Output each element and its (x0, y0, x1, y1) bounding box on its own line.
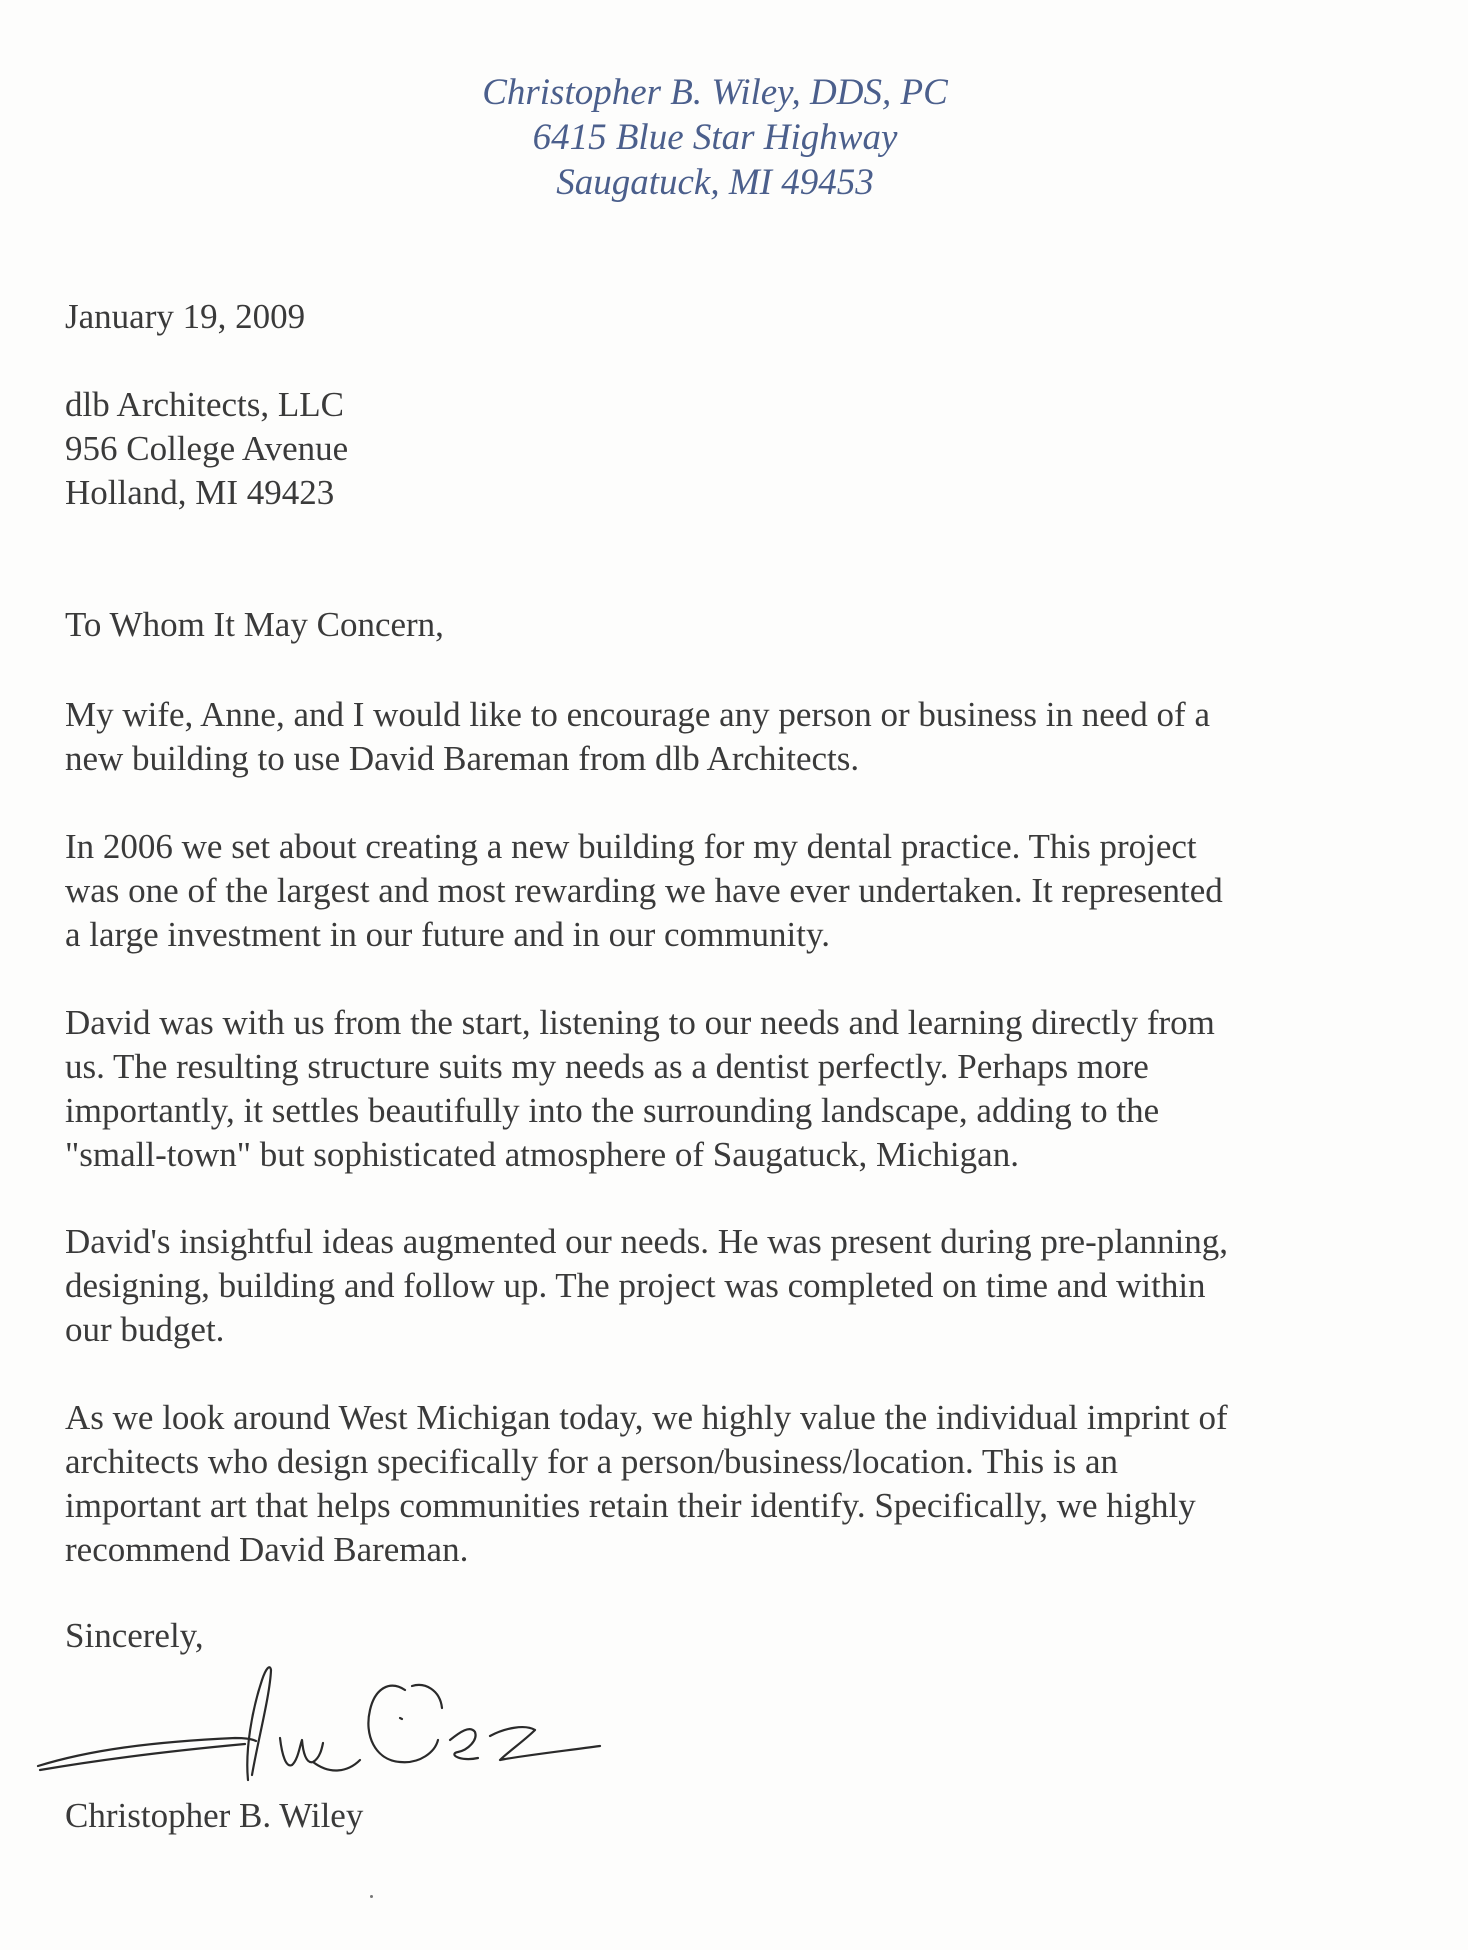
paragraph-line: recommend David Bareman. (65, 1530, 469, 1569)
paragraph-3 (65, 1001, 1435, 1177)
closing: Sincerely, (65, 1616, 204, 1655)
paragraph-1 (65, 693, 1435, 781)
recipient-company: dlb Architects, LLC (65, 385, 344, 424)
letterhead-name: Christopher B. Wiley, DDS, PC (482, 72, 948, 113)
paragraph-line: our budget. (65, 1310, 225, 1349)
letterhead-street: 6415 Blue Star Highway (532, 117, 898, 158)
paragraph-2 (65, 825, 1435, 957)
paragraph-4 (65, 1220, 1435, 1352)
paragraph-line: was one of the largest and most rewarding we have ever undertaken. It represented (65, 871, 1223, 910)
paragraph-line: My wife, Anne, and I would like to encourage any person or business in need of a (65, 695, 1210, 734)
paragraph-5 (65, 1396, 1435, 1572)
paragraph-line: new building to use David Bareman from dlb Architects. (65, 739, 860, 778)
recipient-address (65, 383, 348, 515)
recipient-street: 956 College Avenue (65, 429, 349, 468)
paragraph-line: David's insightful ideas augmented our needs. He was present during pre-planning, (65, 1222, 1228, 1261)
recipient-city: Holland, MI 49423 (65, 473, 335, 512)
signer-name: Christopher B. Wiley (65, 1796, 364, 1835)
letter-date: January 19, 2009 (65, 297, 306, 336)
letterhead-city: Saugatuck, MI 49453 (556, 162, 874, 203)
paper-speck (370, 1895, 373, 1898)
paragraph-line: us. The resulting structure suits my needs as a dentist perfectly. Perhaps more (65, 1047, 1149, 1086)
paragraph-line: David was with us from the start, listening to our needs and learning directly from (65, 1003, 1215, 1042)
paragraph-line: important art that helps communities retain their identify. Specifically, we highly (65, 1486, 1196, 1525)
paragraph-line: "small-town" but sophisticated atmosphere of Saugatuck, Michigan. (65, 1135, 1019, 1174)
handwritten-signature (30, 1640, 620, 1790)
paragraph-line: a large investment in our future and in our community. (65, 915, 830, 954)
paragraph-line: architects who design specifically for a person/business/location. This is an (65, 1442, 1118, 1481)
salutation: To Whom It May Concern, (65, 605, 444, 644)
paragraph-line: importantly, it settles beautifully into the surrounding landscape, adding to the (65, 1091, 1160, 1130)
letterhead (0, 70, 1430, 205)
paragraph-line: As we look around West Michigan today, we highly value the individual imprint of (65, 1398, 1228, 1437)
paragraph-line: designing, building and follow up. The project was completed on time and within (65, 1266, 1206, 1305)
paragraph-line: In 2006 we set about creating a new building for my dental practice. This project (65, 827, 1197, 866)
